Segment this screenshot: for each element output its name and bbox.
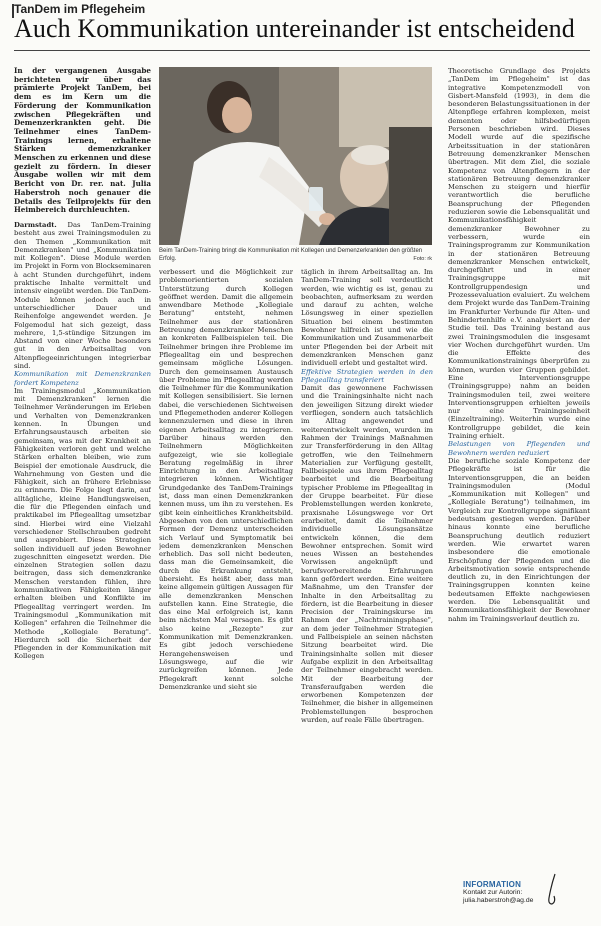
caption-text: Beim TanDem-Training bringt die Kommunikation mit Kollegen und Demenzerkrankten den größten Erfolg. bbox=[159, 248, 423, 262]
photo-credit: Foto: rk bbox=[413, 256, 432, 262]
info-box bbox=[463, 880, 533, 905]
body-paragraph: Theoretische Grundlage des Projekts „TanDem im Pflegeheim" ist das integrative Kompetenzmodell von Gisbert-Mansfeld (1993), in dem die besonderen Belastungssituationen in der Altenpflege erfahren komplexen, meist dementen oder hilfsbedürftigen Personen beschrieben wird. Dieses Modell wurde auf die spezifische Arbeitssituation in der stationären Betreuung demenzkranker Menschen übertragen. Mit dem Ziel, die soziale Kompetenz von Altenpflegern in der stationären Betreuung demenzkranker Menschen zu steigern und hierfür verantwortlich die berufliche Beanspruchung der Pflegenden reduzieren sowie die Lebensqualität und Kommunikationsfähigkeit demenzkranker Bewohner zu verbessern, wurde ein Trainingsprogramm zur Kommunikation in der stationären Betreuung demenzkranker Menschen entwickelt, durchgeführt und in einer Trainingsgruppe mit Kontrollgruppendesign und Prozessevaluation evaluiert. Zu welchem dem Projekt wurde das TanDem-Training im Frankfurter Verbunde für Alten- und Behindertenhilfe e.V. analysiert an der Studie teil. Das Training bestand aus zwei Trainingsmodulen die insgesamt vier Wochen durchgeführt wurden. Um die Effekte des Kommunikationstrainings überprüfen zu können, wurden vier Gruppen gebildet. Eine Interventionsgruppe (Trainingsgruppe) nahm an beiden Trainingsmodulen teil, zwei weitere Interventionsgruppen erhielten jeweils nur eine Trainingseinheit (Einzeltraining). Weiterhin wurde eine Kontrollgruppe gebildet, die kein Training erhielt. bbox=[448, 67, 590, 441]
column-4 bbox=[448, 67, 590, 875]
subheading: Effektive Strategien werden in den Pflegealltag transferiert bbox=[301, 367, 433, 384]
photo-caption bbox=[159, 248, 432, 263]
body-paragraph: Die berufliche soziale Kompetenz der Pflegekräfte ist für die Interventionsgruppen, die an beiden Trainingsmodulen (Modul „Kommunikation mit Kollegen" und „Kollegiale Beratung") teilnahmen, im Vergleich zur Kontrollgruppe signifikant bedeutsam gestiegen werden. Darüber hinaus konnte eine berufliche Beanspruchung deutlich reduziert werden. Wie erwartet waren insbesondere die emotionale Erschöpfung der Pflegenden und die Arbeitsmotivation sowie entsprechende deutlich zu, in den Einrichtungen der Trainingsgruppen konnten keine bedeutsamen Effekte nachgewiesen werden. Die Lebensqualität und Kommunikationsfähigkeit der Bewohner nahm im Trainingsverlauf deutlich zu. bbox=[448, 456, 590, 623]
lead-paragraph: In der vergangenen Ausgabe berichteten wir über das prämierte Projekt TanDem, bei dem es im Kern um die Förderung der Kommunikation zwischen Pflegekräften und Demenzerkrankten geht. Die Teilnehmer eines TanDem-Trainings lernen, erhaltene Stärken demenzkranker Menschen zu erkennen und diese gezielt zu fördern. In dieser Ausgabe wollen wir mit dem Bericht von Dr. rer. nat. Julia Haberstroh noch genauer die Details des Teilprojekts für den Heimbereich durchleuchten. bbox=[14, 67, 151, 215]
body-paragraph: täglich in ihrem Arbeitsalltag an. Im TanDem-Training soll verdeutlicht werden, wie wichtig es ist, genau zu beobachten, aufmerksam zu werden und darauf zu achten, welche Lösungsweg in einer speziellen Situation bei einem bestimmten Bewohner hilfreich ist und wie die Kommunikation und Zusammenarbeit unter Pflegenden bei der Arbeit mit demenzkranken Menschen ganz individuell erlebt und gestaltet wird. bbox=[301, 268, 433, 368]
body-paragraph: verbessert und die Möglichkeit zur problemorientierten sozialen Unterstützung durch Kollegen geöffnet werden. Damit die allgemein anwendbare Methode „Kollegiale Beratung" entsteht, nehmen Teilnehmer aus der stationären Betreuung demenzkranker Menschen an konkreten Fallbeispielen teil. Die Teilnehmer bringen ihre Probleme im Pflegealltag ein und besprechen gemeinsam mögliche Lösungen. Durch den gemeinsamen Austausch über Probleme im Pflegealltag werden die Teilnehmer für die Kommunikation mit Kollegen sensibilisiert. Sie lernen dabei, die verschiedenen Sichtweisen und Pflegemethoden anderer Kollegen kennenzulernen und diese in ihren eigenen Arbeitsalltag zu integrieren. Darüber hinaus werden den Teilnehmern Möglichkeiten aufgezeigt, wie sie kollegiale Beratung regelmäßig in ihrer Einrichtung in den Arbeitsalltag integrieren können. Wichtiger Grundgedanke des TanDem-Trainings ist, dass man einen Demenzkranken kennen muss, um ihn zu verstehen. Es gibt kein einheitliches Krankheitsbild. Abgesehen von den unterschiedlichen Formen der Demenz unterscheiden sich Verlauf und Symptomatik bei jedem demenzkranken Menschen erheblich. Das soll nicht bedeuten, dass man die Gemeinsamkeit, die durch die Erkrankung entsteht, übersieht. Es heißt aber, dass man keine allgemein gültigen Aussagen für alle demenzkranken Menschen aufstellen kann. Eine Strategie, die das eine Mal erfolgreich ist, kann beim nächsten Mal versagen. Es gibt also keine „Rezepte" zur Kommunikation mit Demenzkranken. Es gibt jedoch verschiedene Herangehensweisen und Lösungswege, auf die wir zurückgreifen können. Jede Pflegekraft kennt solche Demenzkranke und sieht sie bbox=[159, 268, 293, 691]
info-title: INFORMATION bbox=[463, 880, 522, 889]
article-headline: Auch Kommunikation untereinander ist entscheidend bbox=[14, 14, 575, 43]
column-2 bbox=[159, 268, 293, 918]
article-photo bbox=[159, 67, 432, 245]
info-contact-label: Kontakt zur Autorin: bbox=[463, 889, 523, 896]
body-text: Das TanDem-Training besteht aus zwei Trainingsmodulen zu den Themen „Kommunikation mit Demenzkranken" und „Kommunikation mit Kollegen". Diese Module werden im Projekt in Form von Blockseminaren à acht Stunden durchgeführt, indem praktische Inhalte vermittelt und intensiv eingeübt werden. Die TanDem-Module können jedoch auch in unterschiedlicher Dauer und Reihenfolge angewendet werden. Je Folgemodul hat sich gezeigt, dass mehrere, 1,5-stündige Sitzungen im Abstand von einer Woche besonders gut in den Arbeitsalltag von Altenpflegeeinrichtungen integrierbar sind. bbox=[14, 220, 151, 370]
subheading: Kommunikation mit Demenzkranken fordert Kompetenz bbox=[14, 370, 151, 387]
body-paragraph bbox=[14, 221, 151, 370]
subheading: Belastungen von Pflegenden und Bewohnern werden reduziert bbox=[448, 440, 590, 457]
column-1 bbox=[14, 67, 151, 917]
body-paragraph: Damit das gewonnene Fachwissen und die Trainingsinhalte nicht nach den jeweiligen Sitzung direkt wieder verfliegen, sondern auch tatsächlich im Alltag angewendet und weiterentwickelt werden, wurden im Rahmen der Trainings Maßnahmen zur Transferförderung in den Alltag getroffen, wie den Teilnehmern Materialien zur Verfügung gestellt, Fallbeispiele aus ihrem Pflegealltag bearbeitet und die Bearbeitung typischer Probleme im Pflegealltag in der Gruppe bearbeitet. Für diese Problemstellungen werden konkrete, praxisnahe Lösungswege vor Ort erarbeitet, damit die Teilnehmer individuelle Lösungsansätze entwickeln können, die dem Bewohner entsprechen. Somit wird neues Wissen an bestehendes Vorwissen angeknüpft und berufsvorbereitende Erfahrungen kann gefördert werden. Eine weitere Maßnahme, um den Transfer der Inhalte in den Arbeitsalltag zu fördern, ist die Bearbeitung in dieser Precision der Trainingskurse im Rahmen der „Nachtrainingsphase", an dem jeder Teilnehmer Strategien und Fallbeispiele an seinen nächsten Sitzung bearbeitet wird. Die Trainingsinhalte sollen mit dieser Aufgabe explizit in den Arbeitsalltag der Teilnehmer eingebracht werden. Mit der Bearbeitung der Transferaufgaben werden die erworbenen Kompetenzen der Teilnehmer, die bisher in allgemeinen Problemstellungen besprochen wurden, auf reale Fälle übertragen. bbox=[301, 384, 433, 725]
headline-rule bbox=[14, 50, 590, 51]
photo-caregiver-and-resident bbox=[159, 67, 432, 245]
info-contact-email[interactable]: julia.haberstroh@ag.de bbox=[463, 897, 534, 905]
dateline: Darmstadt. bbox=[14, 220, 57, 229]
body-paragraph: Im Trainingsmodul „Kommunikation mit Demenzkranken" lernen die Teilnehmer Veränderungen im Erleben und Verhalten von Demenzkranken kennen. In Übungen und Erfahrungsaustausch arbeiten sie gemeinsam, was mit der Krankheit an Fähigkeiten verloren geht und welche Stärken erhalten bleiben, wie zum Beispiel der emotionale Ausdruck, die Wahrnehmung von Gesten und die Fähigkeit, sich an frühere Erlebnisse zu erinnern. Die Folge liegt darin, auf alltägliche, kleine Handlungsweisen, die für die Pflegenden einfach und praktikabel im Pflegealltag umsetzbar sind. Hierbei wird eine Vielzahl verschiedener Stellschrauben gedreht und ausprobiert. Diese Strategien sollen individuell auf jeden Bewohner zugeschnitten eingesetzt werden. Die einzelnen Strategien sollen dazu beitragen, dass sich demenzkranke Menschen verstanden fühlen, ihre kommunikativen Fähigkeiten länger erhalten bleiben und Konflikte im Pflegealltag verringert werden. Im Trainingsmodul „Kommunikation mit Kollegen" erfahren die Teilnehmer die Methode „Kollegiale Beratung". Hierdurch soll die Sicherheit der Pflegenden in der Kommunikation mit Kollegen bbox=[14, 386, 151, 661]
info-pen-icon bbox=[545, 872, 559, 908]
section-kicker: TanDem im Pflegeheim bbox=[14, 2, 146, 16]
column-3 bbox=[301, 268, 433, 918]
